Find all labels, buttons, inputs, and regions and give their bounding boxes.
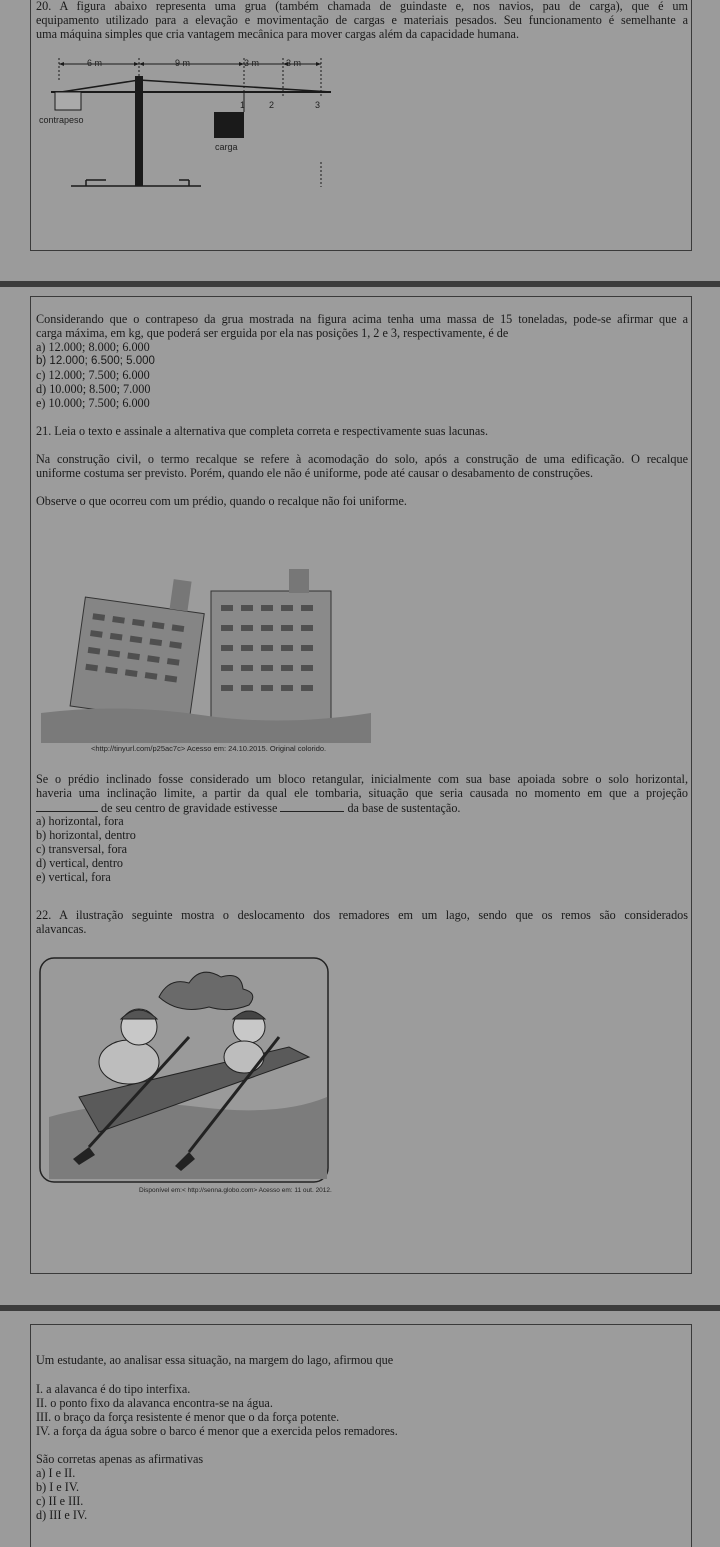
- q21-option-e: e) vertical, fora: [36, 870, 111, 884]
- q20-option-a: a) 12.000; 8.000; 6.000: [36, 340, 150, 354]
- counterweight-label: contrapeso: [39, 115, 84, 125]
- q22-statement-1: I. a alavanca é do tipo interfixa.: [36, 1382, 191, 1396]
- illustration-caption: Disponível em:< http://senna.globo.com> Acesso em: 11 out. 2012.: [139, 1187, 332, 1194]
- page-3: [30, 1324, 692, 1547]
- q20-option-e: e) 10.000; 7.500; 6.000: [36, 396, 150, 410]
- dim-6m: 6 m: [87, 58, 103, 68]
- crane-figure: [31, 52, 361, 202]
- photo-caption: <http://tinyurl.com/p25ac7c> Acesso em: 24.10.2015. Original colorido.: [91, 744, 327, 753]
- q20-question-line-2: carga máxima, em kg, que poderá ser erguida por ela nas posições 1, 2 e 3, respectivamente, é de: [36, 326, 509, 340]
- page-gap: [0, 281, 720, 287]
- blank-2: [280, 801, 344, 812]
- blank-1: [36, 801, 98, 812]
- q20-option-d: d) 10.000; 8.500; 7.000: [36, 382, 151, 396]
- q20-option-b: b) 12.000; 6.500; 5.000: [36, 355, 155, 367]
- position-2-label: 2: [269, 100, 275, 110]
- position-1-label: 1: [240, 100, 246, 110]
- q22-prompt: São corretas apenas as afirmativas: [36, 1452, 204, 1466]
- position-3-label: 3: [315, 100, 321, 110]
- q21-observe: Observe o que ocorreu com um prédio, quando o recalque não foi uniforme.: [36, 494, 407, 508]
- page-gap-2: [0, 1305, 720, 1311]
- q21-paragraph-line-1: Na construção civil, o termo recalque se refere à acomodação do solo, após a construção de uma edificação. O recalque: [36, 452, 688, 466]
- page-2: [30, 296, 692, 1274]
- q20-question-line-1: Considerando que o contrapeso da grua mostrada na figura acima tenha uma massa de 15 toneladas, pode-se afirmar que a: [36, 312, 688, 326]
- q22-statement-4: IV. a força da água sobre o barco é menor que a exercida pelos remadores.: [36, 1424, 398, 1438]
- q20-intro-line-2: equipamento utilizado para a elevação e movimentação de cargas e materiais pesados. Seu funcionamento é semelhante a: [36, 13, 688, 27]
- rowers-illustration: [39, 957, 329, 1183]
- q20-intro-line-3: uma máquina simples que cria vantagem mecânica para mover cargas além da capacidade humana.: [36, 27, 519, 41]
- tilted-buildings-photo: [41, 563, 371, 743]
- q22-option-d: d) III e IV.: [36, 1508, 88, 1522]
- q22-intro-line-1: 22. A ilustração seguinte mostra o deslocamento dos remadores em um lago, sendo que os remos são considerados: [36, 908, 688, 922]
- page-1: [30, 0, 692, 251]
- q22-student-line: Um estudante, ao analisar essa situação, na margem do lago, afirmou que: [36, 1353, 394, 1367]
- q22-statement-3: III. o braço da força resistente é menor que o da força potente.: [36, 1410, 340, 1424]
- q21-heading: 21. Leia o texto e assinale a alternativa que completa correta e respectivamente suas lacunas.: [36, 424, 489, 438]
- dim-3m-b: 3 m: [286, 58, 302, 68]
- q21-paragraph-line-2: uniforme costuma ser previsto. Porém, quando ele não é uniforme, pode até causar o desabamento de construções.: [36, 466, 594, 480]
- q21-gap-text-b: da base de sustentação.: [347, 801, 461, 815]
- q21-option-a: a) horizontal, fora: [36, 814, 124, 828]
- q22-option-a: a) I e II.: [36, 1466, 76, 1480]
- q22-intro-line-2: alavancas.: [36, 922, 87, 936]
- dim-9m: 9 m: [175, 58, 191, 68]
- load-label: carga: [215, 142, 238, 152]
- q21-option-c: c) transversal, fora: [36, 842, 128, 856]
- q21-gap-text-a: de seu centro de gravidade estivesse: [101, 801, 278, 815]
- q21-option-d: d) vertical, dentro: [36, 856, 123, 870]
- q22-option-c: c) II e III.: [36, 1494, 84, 1508]
- q21-question-line-1: Se o prédio inclinado fosse considerado um bloco retangular, inicialmente com sua base apoiada sobre o solo horizontal,: [36, 772, 688, 786]
- q21-question-line-2: haveria uma inclinação limite, a partir da qual ele tombaria, situação que seria causada no momento em que a projeção: [36, 786, 688, 800]
- dim-3m-a: 3 m: [244, 58, 260, 68]
- q22-statement-2: II. o ponto fixo da alavanca encontra-se na água.: [36, 1396, 273, 1410]
- q20-intro-line-1: 20. A figura abaixo representa uma grua (também chamada de guindaste e, nos navios, pau de carga), que é um: [36, 0, 688, 13]
- q22-option-b: b) I e IV.: [36, 1480, 80, 1494]
- q21-option-b: b) horizontal, dentro: [36, 828, 136, 842]
- q20-option-c: c) 12.000; 7.500; 6.000: [36, 368, 150, 382]
